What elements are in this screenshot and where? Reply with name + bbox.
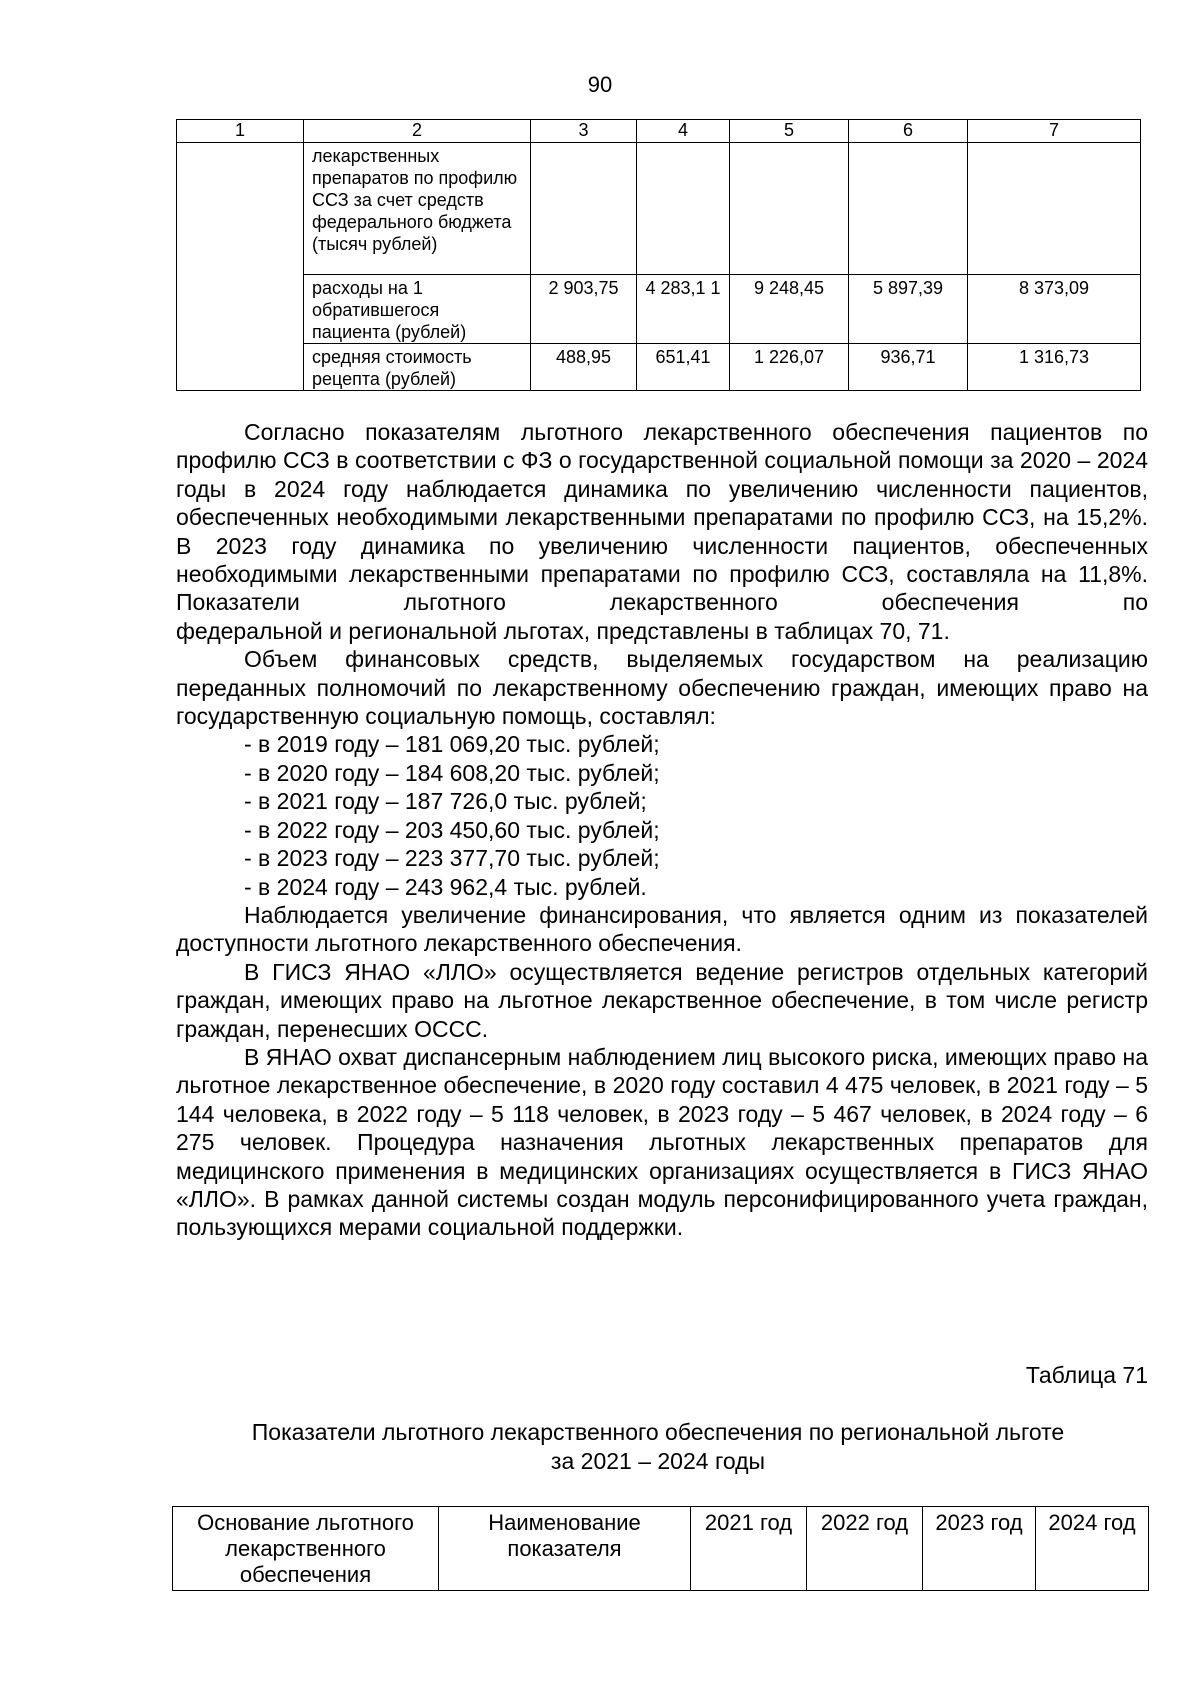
column-header: 2023 год <box>923 1507 1036 1591</box>
column-number: 3 <box>531 120 637 143</box>
list-item: - в 2022 году – 203 450,60 тыс. рублей; <box>244 816 660 843</box>
paragraph: Согласно показателям льготного лекарственного обеспечения пациентов по профилю ССЗ в соответствии с ФЗ о государственной социальной помощи за 2020 – 2024 годы в 2024 году наблюдается динамика по увеличению численности пациентов, обеспеченных необходимыми лекарственными препаратами по профилю ССЗ, на 15,2%. В 2023 году динамика по увеличению численности пациентов, обеспеченных необходимыми лекарственными препаратами по профилю ССЗ, составляла на 11,8%. Показатели льготного лекарственного обеспечения по <box>176 419 1148 616</box>
table-cell <box>849 143 968 275</box>
table-cell: 936,71 <box>849 344 968 391</box>
column-number: 7 <box>968 120 1141 143</box>
table-row <box>177 275 1141 344</box>
table-header-row <box>173 1507 1149 1591</box>
table-71 <box>172 1506 1149 1591</box>
row-label: лекарственных препаратов по профилю ССЗ за счет средств федерального бюджета (тысяч рублей) <box>304 143 531 275</box>
table-70-continuation <box>176 119 1141 391</box>
table-cell: 4 283,1 1 <box>637 275 730 344</box>
table-row <box>177 344 1141 391</box>
column-header: 2021 год <box>691 1507 807 1591</box>
table-cell: 488,95 <box>531 344 637 391</box>
row-label: средняя стоимость рецепта (рублей) <box>304 344 531 391</box>
column-number: 1 <box>177 120 304 143</box>
table-title <box>176 1418 1140 1476</box>
table-cell <box>730 143 849 275</box>
table-cell <box>177 143 304 391</box>
table-row <box>177 143 1141 275</box>
table-cell <box>968 143 1141 275</box>
paragraph: федеральной и региональной льготах, представлены в таблицах 70, 71. <box>176 617 950 644</box>
table-header-row <box>177 120 1141 143</box>
row-label: расходы на 1 обратившегося пациента (рублей) <box>304 275 531 344</box>
list-item: - в 2023 году – 223 377,70 тыс. рублей; <box>244 845 660 872</box>
list-item: - в 2020 году – 184 608,20 тыс. рублей; <box>244 759 660 786</box>
paragraph: В ГИСЗ ЯНАО «ЛЛО» осуществляется ведение регистров отдельных категорий граждан, имеющих право на льготное лекарственное обеспечение, в том числе регистр граждан, перенесших ОССС. <box>176 958 1148 1042</box>
table-cell <box>637 143 730 275</box>
column-header: Основание льготного лекарственного обеспечения <box>173 1507 439 1591</box>
table-cell: 1 226,07 <box>730 344 849 391</box>
list-item: - в 2021 году – 187 726,0 тыс. рублей; <box>244 788 647 815</box>
column-header: 2022 год <box>807 1507 923 1591</box>
table-cell: 5 897,39 <box>849 275 968 344</box>
table-cell: 1 316,73 <box>968 344 1141 391</box>
list-item: - в 2024 году – 243 962,4 тыс. рублей. <box>244 873 647 900</box>
page-number: 90 <box>587 72 613 97</box>
table-title-line: за 2021 – 2024 годы <box>550 1448 766 1474</box>
table-cell: 8 373,09 <box>968 275 1141 344</box>
table-caption: Таблица 71 <box>1025 1362 1148 1388</box>
column-number: 6 <box>849 120 968 143</box>
column-number: 5 <box>730 120 849 143</box>
paragraph: В ЯНАО охват диспансерным наблюдением лиц высокого риска, имеющих право на льготное лекарственное обеспечение, в 2020 году составил 4 475 человек, в 2021 году – 5 144 человека, в 2022 году – 5 118 человек, в 2023 году – 5 467 человек, в 2024 году – 6 275 человек. Процедура назначения льготных лекарственных препаратов для медицинского применения в медицинских организациях осуществляется в ГИСЗ ЯНАО «ЛЛО». В рамках данной системы создан модуль персонифицированного учета граждан, пользующихся мерами социальной поддержки. <box>176 1043 1148 1241</box>
table-cell: 651,41 <box>637 344 730 391</box>
table-cell: 2 903,75 <box>531 275 637 344</box>
list-item: - в 2019 году – 181 069,20 тыс. рублей; <box>244 731 660 758</box>
paragraph: Объем финансовых средств, выделяемых государством на реализацию переданных полномочий по лекарственному обеспечению граждан, имеющих право на государственную социальную помощь, составлял: <box>176 646 1148 730</box>
paragraph: Наблюдается увеличение финансирования, что является одним из показателей доступности льготного лекарственного обеспечения. <box>176 901 1148 957</box>
table-cell: 9 248,45 <box>730 275 849 344</box>
body-text <box>176 418 1148 1242</box>
table-title-line: Показатели льготного лекарственного обеспечения по региональной льготе <box>251 1419 1065 1445</box>
column-number: 4 <box>637 120 730 143</box>
table-cell <box>531 143 637 275</box>
column-number: 2 <box>304 120 531 143</box>
column-header: 2024 год <box>1036 1507 1149 1591</box>
column-header: Наименование показателя <box>439 1507 691 1591</box>
